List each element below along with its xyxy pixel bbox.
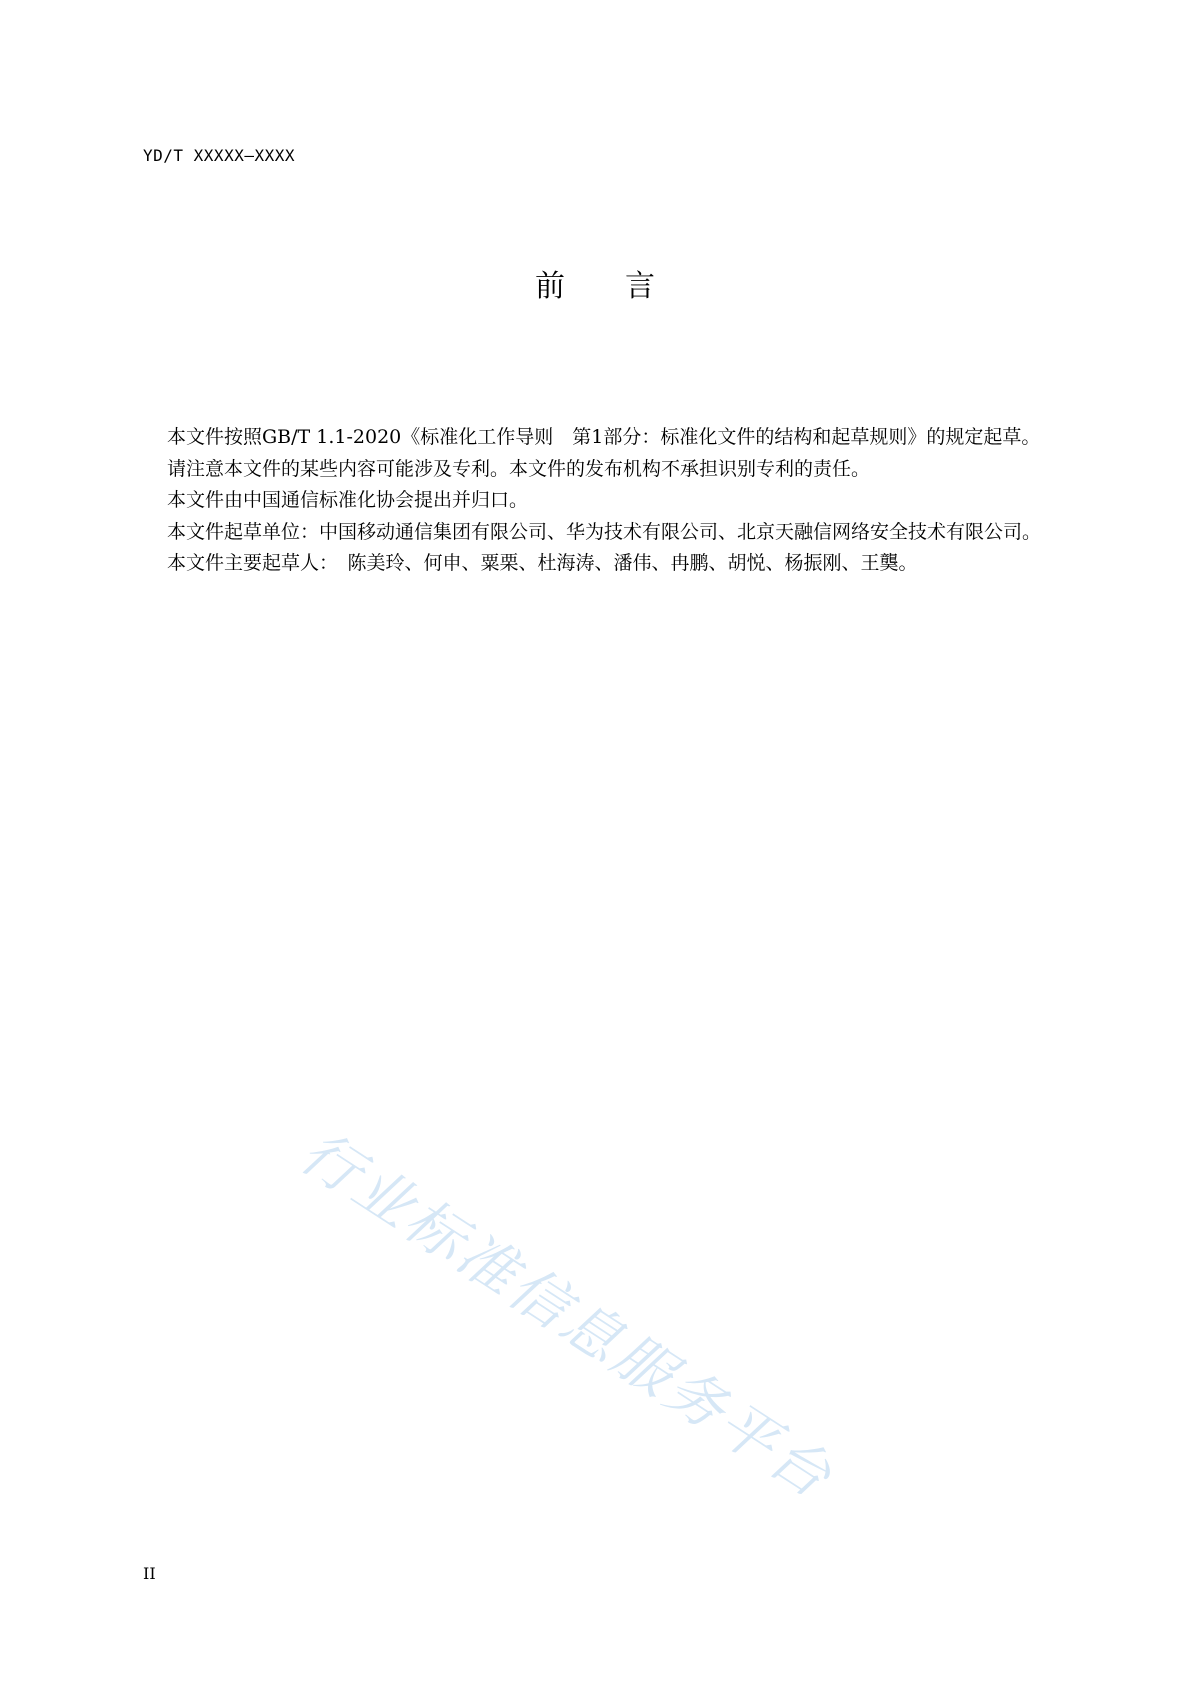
paragraph-drafting-rules: 本文件按照GB/T 1.1-2020《标准化工作导则 第1部分：标准化文件的结构和起草规则》的规定起草。	[167, 426, 1041, 448]
paragraph-drafting-units: 本文件起草单位：中国移动通信集团有限公司、华为技术有限公司、北京天融信网络安全技术有限公司。	[167, 520, 1042, 543]
watermark: 行业标准信息服务平台	[288, 1117, 846, 1513]
paragraph-proposer: 本文件由中国通信标准化协会提出并归口。	[167, 489, 529, 511]
page-number: II	[143, 1564, 156, 1583]
foreword-body	[126, 422, 1070, 580]
page-title: 前言	[535, 269, 715, 304]
paragraph-drafters: 本文件主要起草人： 陈美玲、何申、粟栗、杜海涛、潘伟、冉鹏、胡悦、杨振刚、王龑。	[167, 552, 918, 574]
paragraph-patent-notice: 请注意本文件的某些内容可能涉及专利。本文件的发布机构不承担识别专利的责任。	[167, 457, 871, 480]
document-code: YD/T XXXXX—XXXX	[143, 146, 295, 165]
